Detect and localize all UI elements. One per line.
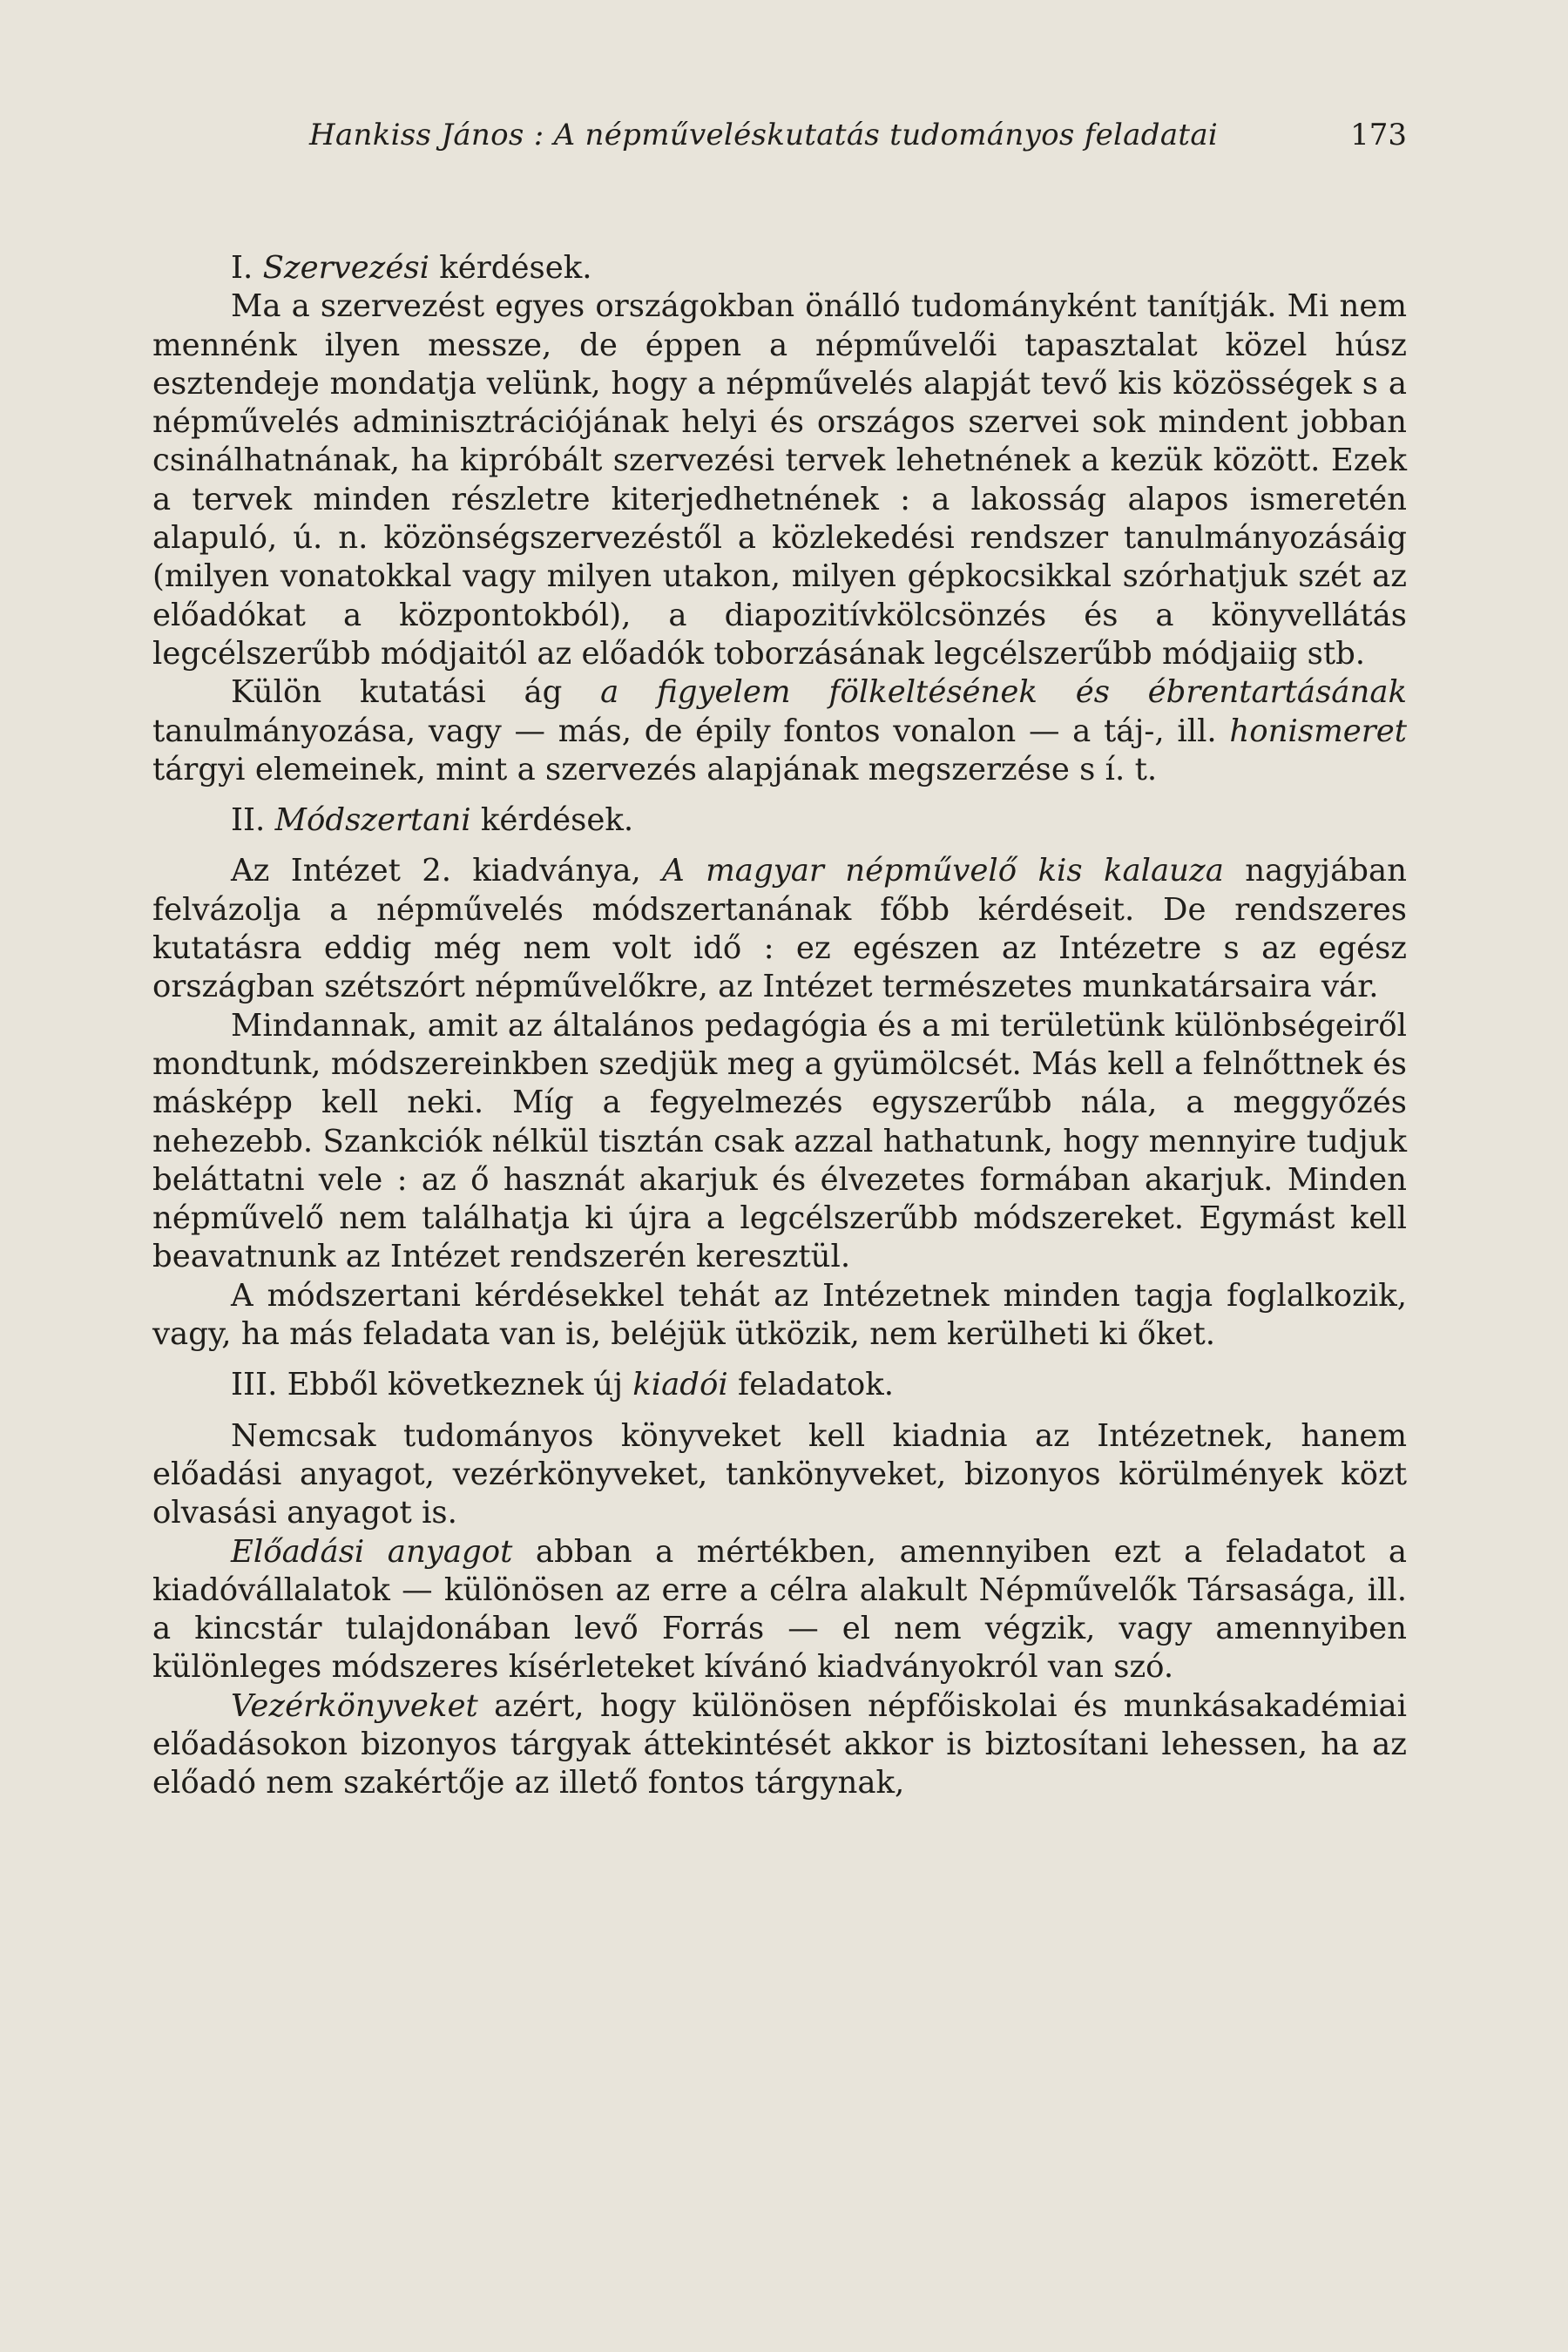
paragraph: Nemcsak tudományos könyveket kell kiadnia az Intézetnek, hanem előadási anyagot, vezérkönyveket, tankönyveket, bizonyos körülmények közt olvasási anyagot is.	[152, 1417, 1407, 1531]
section-title-rest: feladatok.	[727, 1367, 895, 1403]
paragraph	[152, 673, 1407, 789]
paragraph-text: nagyjában felvázolja a népművelés módszertanának főbb kérdéseit. De rendszeres kutatásra eddig még nem volt idő : ez egészen az Intézetre s az egész országban szétszórt népművelőkre, az Intézet természetes munkatársaira vár.	[152, 853, 1407, 1005]
section-numeral: I.	[231, 250, 253, 286]
paragraph-text: tárgyi elemeinek, mint a szervezés alapjának megszerzése s í. t.	[152, 751, 1158, 787]
section-numeral: II.	[231, 802, 266, 839]
section-title-pre: Ebből következnek új	[277, 1367, 633, 1403]
paragraph-text: abban a mértékben, amennyiben ezt a feladatot a kiadóvállalatok — különösen az erre a célra alakult Népművelők Társasága, ill. a kincstár tulajdonában levő Forrás — el nem végzik, vagy amennyiben különleges módszeres kísérleteket kívánó kiadványokról van szó.	[152, 1533, 1407, 1686]
paragraph: Mindannak, amit az általános pedagógia és a mi területünk különbségeiről mondtunk, módszereinkben szedjük meg a gyümölcsét. Más kell a felnőttnek és másképp kell neki. Míg a fegyelmezés egyszerűbb nála, a meggyőzés nehezebb. Szankciók nélkül tisztán csak azzal hathatunk, hogy mennyire tudjuk beláttatni vele : az ő hasznát akarjuk és élvezetes formában akarjuk. Minden népművelő nem találhatja ki újra a legcélszerűbb módszereket. Egymást kell beavatnunk az Intézet rendszerén keresztül.	[152, 1007, 1407, 1275]
running-title: Hankiss János : A népműveléskutatás tudományos feladatai	[309, 118, 1219, 152]
section-title-rest: kérdések.	[470, 802, 634, 839]
section-title-emphasis: kiadói	[632, 1367, 728, 1403]
section-heading-2	[152, 801, 1407, 840]
page-header	[309, 118, 1407, 170]
section-heading-1	[152, 249, 1407, 287]
section-title-emphasis: Módszertani	[274, 802, 471, 839]
paragraph-text: Az Intézet 2. kiadványa,	[231, 853, 663, 889]
paragraph	[152, 1687, 1407, 1803]
section-title-rest: kérdések.	[429, 250, 592, 286]
emphasis: Vezérkönyveket	[231, 1687, 478, 1724]
paragraph-text: azért, hogy különösen népfőiskolai és munkásakadémiai előadásokon bizonyos tárgyak áttekintését akkor is biztosítani lehessen, ha az előadó nem szakértője az illető fontos tárgynak,	[152, 1687, 1407, 1801]
section-title-emphasis: Szervezési	[262, 250, 429, 286]
paragraph: A módszertani kérdésekkel tehát az Intézetnek minden tagja foglalkozik, vagy, ha más feladata van is, beléjük ütközik, nem kerülheti ki őket.	[152, 1277, 1407, 1353]
emphasis: honismeret	[1229, 713, 1407, 749]
paragraph	[152, 1533, 1407, 1687]
emphasis: Előadási anyagot	[231, 1533, 513, 1570]
paragraph-text: Külön kutatási ág	[231, 674, 601, 711]
paragraph	[152, 852, 1407, 1006]
page-body	[152, 249, 1407, 1803]
paragraph-text: tanulmányozása, vagy — más, de épily fontos vonalon — a táj-, ill.	[152, 713, 1230, 749]
section-numeral: III.	[231, 1367, 278, 1403]
page-number: 173	[1350, 118, 1407, 152]
paragraph: Ma a szervezést egyes országokban önálló tudományként tanítják. Mi nem mennénk ilyen messze, de éppen a népművelői tapasztalat közel húsz esztendeje mondatja velünk, hogy a népművelés alapját tevő kis közösségek s a népművelés adminisztrációjának helyi és országos szervei sok mindent jobban csinálhatnának, ha kipróbált szervezési tervek lehetnének a kezük között. Ezek a tervek minden részletre kiterjedhetnének : a lakosság alapos ismeretén alapuló, ú. n. közönségszervezéstől a közlekedési rendszer tanulmányozásáig (milyen vonatokkal vagy milyen utakon, milyen gépkocsikkal szórhatjuk szét az előadókat a központokból), a diapozitívkölcsönzés és a könyvellátás legcélszerűbb módjaitól az előadók toborzásának legcélszerűbb módjaiig stb.	[152, 288, 1407, 672]
emphasis: A magyar népművelő kis kalauza	[662, 853, 1224, 889]
section-heading-3	[152, 1366, 1407, 1404]
emphasis: a figyelem fölkeltésének és ébrentartásának	[600, 674, 1407, 711]
